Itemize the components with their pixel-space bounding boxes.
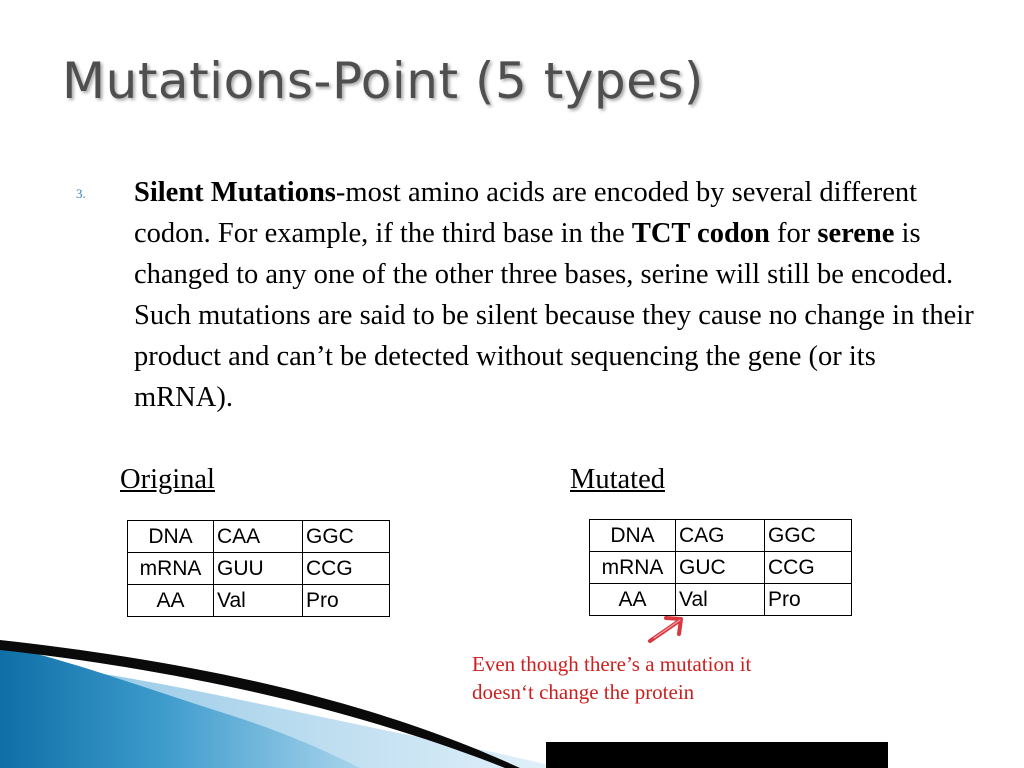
table-cell: CAG	[676, 520, 765, 552]
body-segment-2: for	[769, 218, 818, 249]
row-header: AA	[590, 584, 676, 616]
table-cell: Val	[214, 585, 303, 617]
annotation-note: Even though there’s a mutation it doesn‘t change the protein	[472, 652, 752, 704]
black-rectangle	[546, 742, 888, 768]
table-cell: GGC	[303, 521, 390, 553]
body-paragraph	[134, 172, 974, 418]
body-segment-1: -most amino acids are encoded by several different codon. For example, if the third base in the	[134, 177, 918, 249]
row-header: DNA	[128, 521, 214, 553]
row-header: AA	[128, 585, 214, 617]
table-cell: GUC	[676, 552, 765, 584]
term-serene: serene	[817, 218, 895, 249]
table-cell: Val	[676, 584, 765, 616]
body-segment-3: is changed to any one of the other three bases, serine will still be encoded. Such mutations are said to be silent because they cause no change in their product and can’t be detected without sequencing the gene (or its mRNA).	[134, 218, 974, 413]
table-row	[590, 584, 852, 616]
row-header: mRNA	[128, 553, 214, 585]
mutated-codon-table	[589, 519, 852, 616]
table-cell: Pro	[303, 585, 390, 617]
table-cell: CCG	[303, 553, 390, 585]
table-cell: GGC	[765, 520, 852, 552]
slide-title: Mutations-Point (5 types)	[62, 52, 704, 110]
row-header: DNA	[590, 520, 676, 552]
table-cell: CAA	[214, 521, 303, 553]
table-row	[128, 553, 390, 585]
original-codon-table	[127, 520, 390, 617]
table-cell: Pro	[765, 584, 852, 616]
term-silent-mutations: Silent Mutations	[134, 177, 336, 208]
table-row	[128, 521, 390, 553]
table-row	[128, 585, 390, 617]
table-row	[590, 552, 852, 584]
table-cell: CCG	[765, 552, 852, 584]
original-label: Original	[120, 464, 215, 495]
table-row	[590, 520, 852, 552]
mutated-label: Mutated	[570, 464, 665, 495]
table-cell: GUU	[214, 553, 303, 585]
term-tct-codon: TCT codon	[631, 218, 770, 249]
row-header: mRNA	[590, 552, 676, 584]
bullet-number: 3.	[76, 186, 86, 201]
red-arrow-icon	[646, 612, 688, 644]
